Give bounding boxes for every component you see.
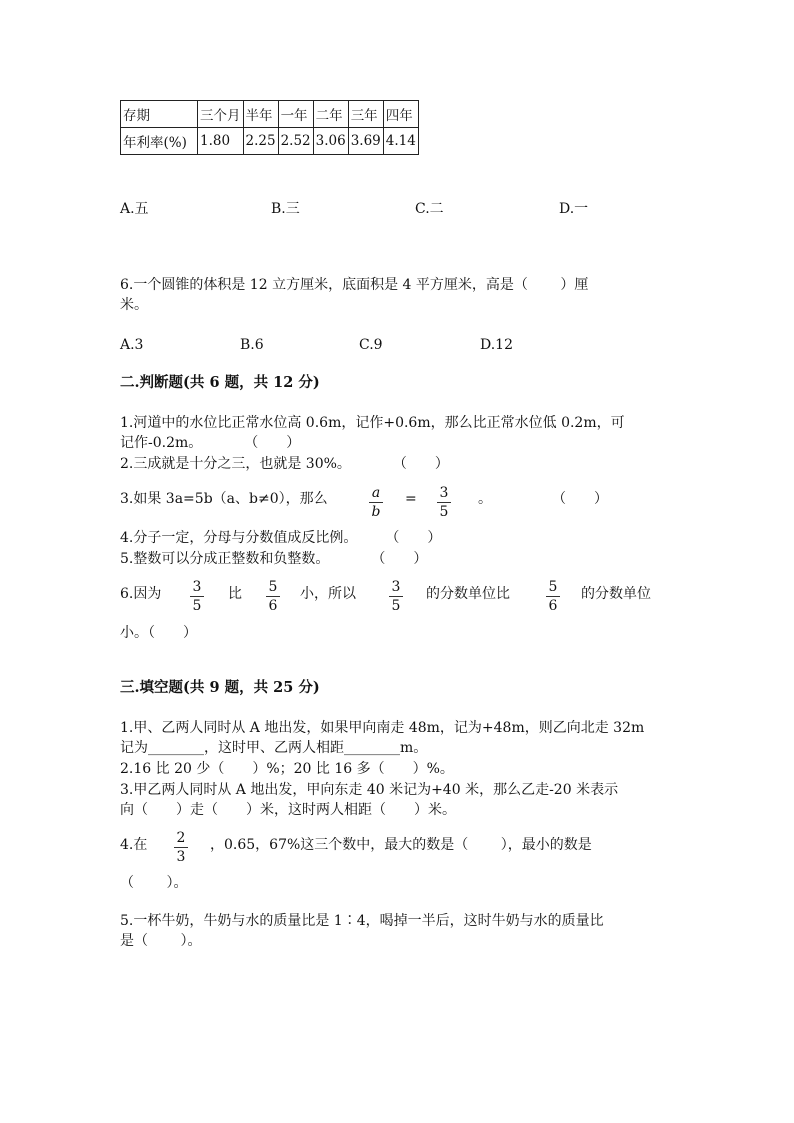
- question-text: 3.如果 3a=5b（a、b≠0），那么: [120, 491, 328, 507]
- fraction-numerator: 3: [192, 579, 202, 595]
- fraction-numerator: 3: [391, 579, 401, 595]
- table-cell: 三个月: [198, 101, 244, 128]
- question-text: 1.甲、乙两人同时从 A 地出发，如果甲向南走 48m，记为+48m，则乙向北走 32m: [120, 720, 645, 736]
- fraction-bar: [389, 596, 403, 597]
- fraction-denominator: b: [371, 504, 381, 520]
- question-text: 6.一个圆锥的体积是 12 立方厘米，底面积是 4 平方厘米，高是（ ）厘: [120, 277, 589, 293]
- question-text: 记作-0.2m。 （ ）: [120, 435, 301, 451]
- fraction-bar: [369, 502, 383, 503]
- fraction: [389, 579, 403, 614]
- question-text: 小，所以: [300, 586, 356, 602]
- fraction: [546, 579, 560, 614]
- question-text: 记为________，这时甲、乙两人相距________m。: [120, 740, 428, 756]
- question-text: 1.河道中的水位比正常水位高 0.6m，记作+0.6m，那么比正常水位低 0.2m，可: [120, 415, 625, 431]
- table-cell: 半年: [243, 101, 278, 128]
- option-d[interactable]: D.一: [559, 201, 589, 217]
- fraction: [369, 485, 383, 520]
- table-cell: 三年: [348, 101, 383, 128]
- question-text: 5.整数可以分成正整数和负整数。 （ ）: [120, 551, 428, 567]
- fraction-numerator: 5: [548, 579, 558, 595]
- question-text: 是（ ）。: [120, 933, 202, 949]
- question-text: 的分数单位比: [426, 586, 510, 602]
- fraction: [437, 485, 451, 520]
- fraction-denominator: 5: [391, 598, 401, 614]
- table-cell: 二年: [313, 101, 348, 128]
- question-text: 3.甲乙两人同时从 A 地出发，甲向东走 40 米记为+40 米，那么乙走-20 米表示: [120, 782, 619, 798]
- question-text: 米。: [120, 297, 148, 313]
- table-row: [121, 128, 419, 155]
- fraction-bar: [546, 596, 560, 597]
- fraction-denominator: 5: [439, 504, 449, 520]
- fraction-bar: [174, 847, 188, 848]
- question-text: 小。（ ）: [120, 625, 197, 641]
- fraction: [190, 579, 204, 614]
- option-c[interactable]: C.二: [415, 201, 444, 217]
- section-heading: 三.填空题(共 9 题，共 25 分): [120, 679, 320, 696]
- table-row: [121, 101, 419, 128]
- interest-rate-table: [120, 100, 419, 155]
- fraction: [266, 579, 280, 614]
- question-text: 比: [228, 586, 242, 602]
- question-text: 4.分子一定，分母与分数值成反比例。 （ ）: [120, 530, 442, 546]
- fraction-numerator: 5: [268, 579, 278, 595]
- option-c[interactable]: C.9: [359, 337, 383, 353]
- table-cell: 2.25: [243, 128, 278, 155]
- question-text: 。: [478, 491, 492, 507]
- option-b[interactable]: B.6: [240, 337, 264, 353]
- table-cell: 4.14: [383, 128, 418, 155]
- fraction-bar: [190, 596, 204, 597]
- question-text: 的分数单位: [581, 586, 651, 602]
- option-a[interactable]: A.五: [120, 201, 149, 217]
- table-cell: 2.52: [278, 128, 313, 155]
- fraction-numerator: a: [371, 485, 381, 501]
- question-text: 向（ ）走（ ）米，这时两人相距（ ）米。: [120, 802, 456, 818]
- fraction-numerator: 2: [176, 830, 186, 846]
- fraction-bar: [266, 596, 280, 597]
- question-text: 4.在: [120, 837, 148, 853]
- question-text: ，0.65，67%这三个数中，最大的数是（ ），最小的数是: [210, 837, 592, 853]
- fraction-denominator: 6: [548, 598, 558, 614]
- fraction-denominator: 6: [268, 598, 278, 614]
- option-d[interactable]: D.12: [480, 337, 513, 353]
- fraction: [174, 830, 188, 865]
- table-cell: 存期: [121, 101, 198, 128]
- question-text: 2.16 比 20 少（ ）%；20 比 16 多（ ）%。: [120, 761, 454, 777]
- section-heading: 二.判断题(共 6 题，共 12 分): [120, 374, 320, 391]
- option-b[interactable]: B.三: [271, 201, 300, 217]
- table-cell: 1.80: [198, 128, 244, 155]
- fraction-denominator: 5: [192, 598, 202, 614]
- question-text: 5.一杯牛奶，牛奶与水的质量比是 1∶4，喝掉一半后，这时牛奶与水的质量比: [120, 913, 604, 929]
- option-a[interactable]: A.3: [120, 337, 144, 353]
- question-text: 6.因为: [120, 586, 162, 602]
- question-text: （ ）。: [120, 875, 188, 891]
- table-cell: 3.06: [313, 128, 348, 155]
- fraction-bar: [437, 502, 451, 503]
- question-text: 2.三成就是十分之三，也就是 30%。 （ ）: [120, 456, 449, 472]
- equals-sign: =: [405, 491, 417, 507]
- answer-parentheses[interactable]: （ ）: [552, 491, 608, 507]
- table-cell: 一年: [278, 101, 313, 128]
- table-cell: 年利率(%): [121, 128, 198, 155]
- fraction-denominator: 3: [176, 849, 186, 865]
- table-cell: 3.69: [348, 128, 383, 155]
- table-cell: 四年: [383, 101, 418, 128]
- fraction-numerator: 3: [439, 485, 449, 501]
